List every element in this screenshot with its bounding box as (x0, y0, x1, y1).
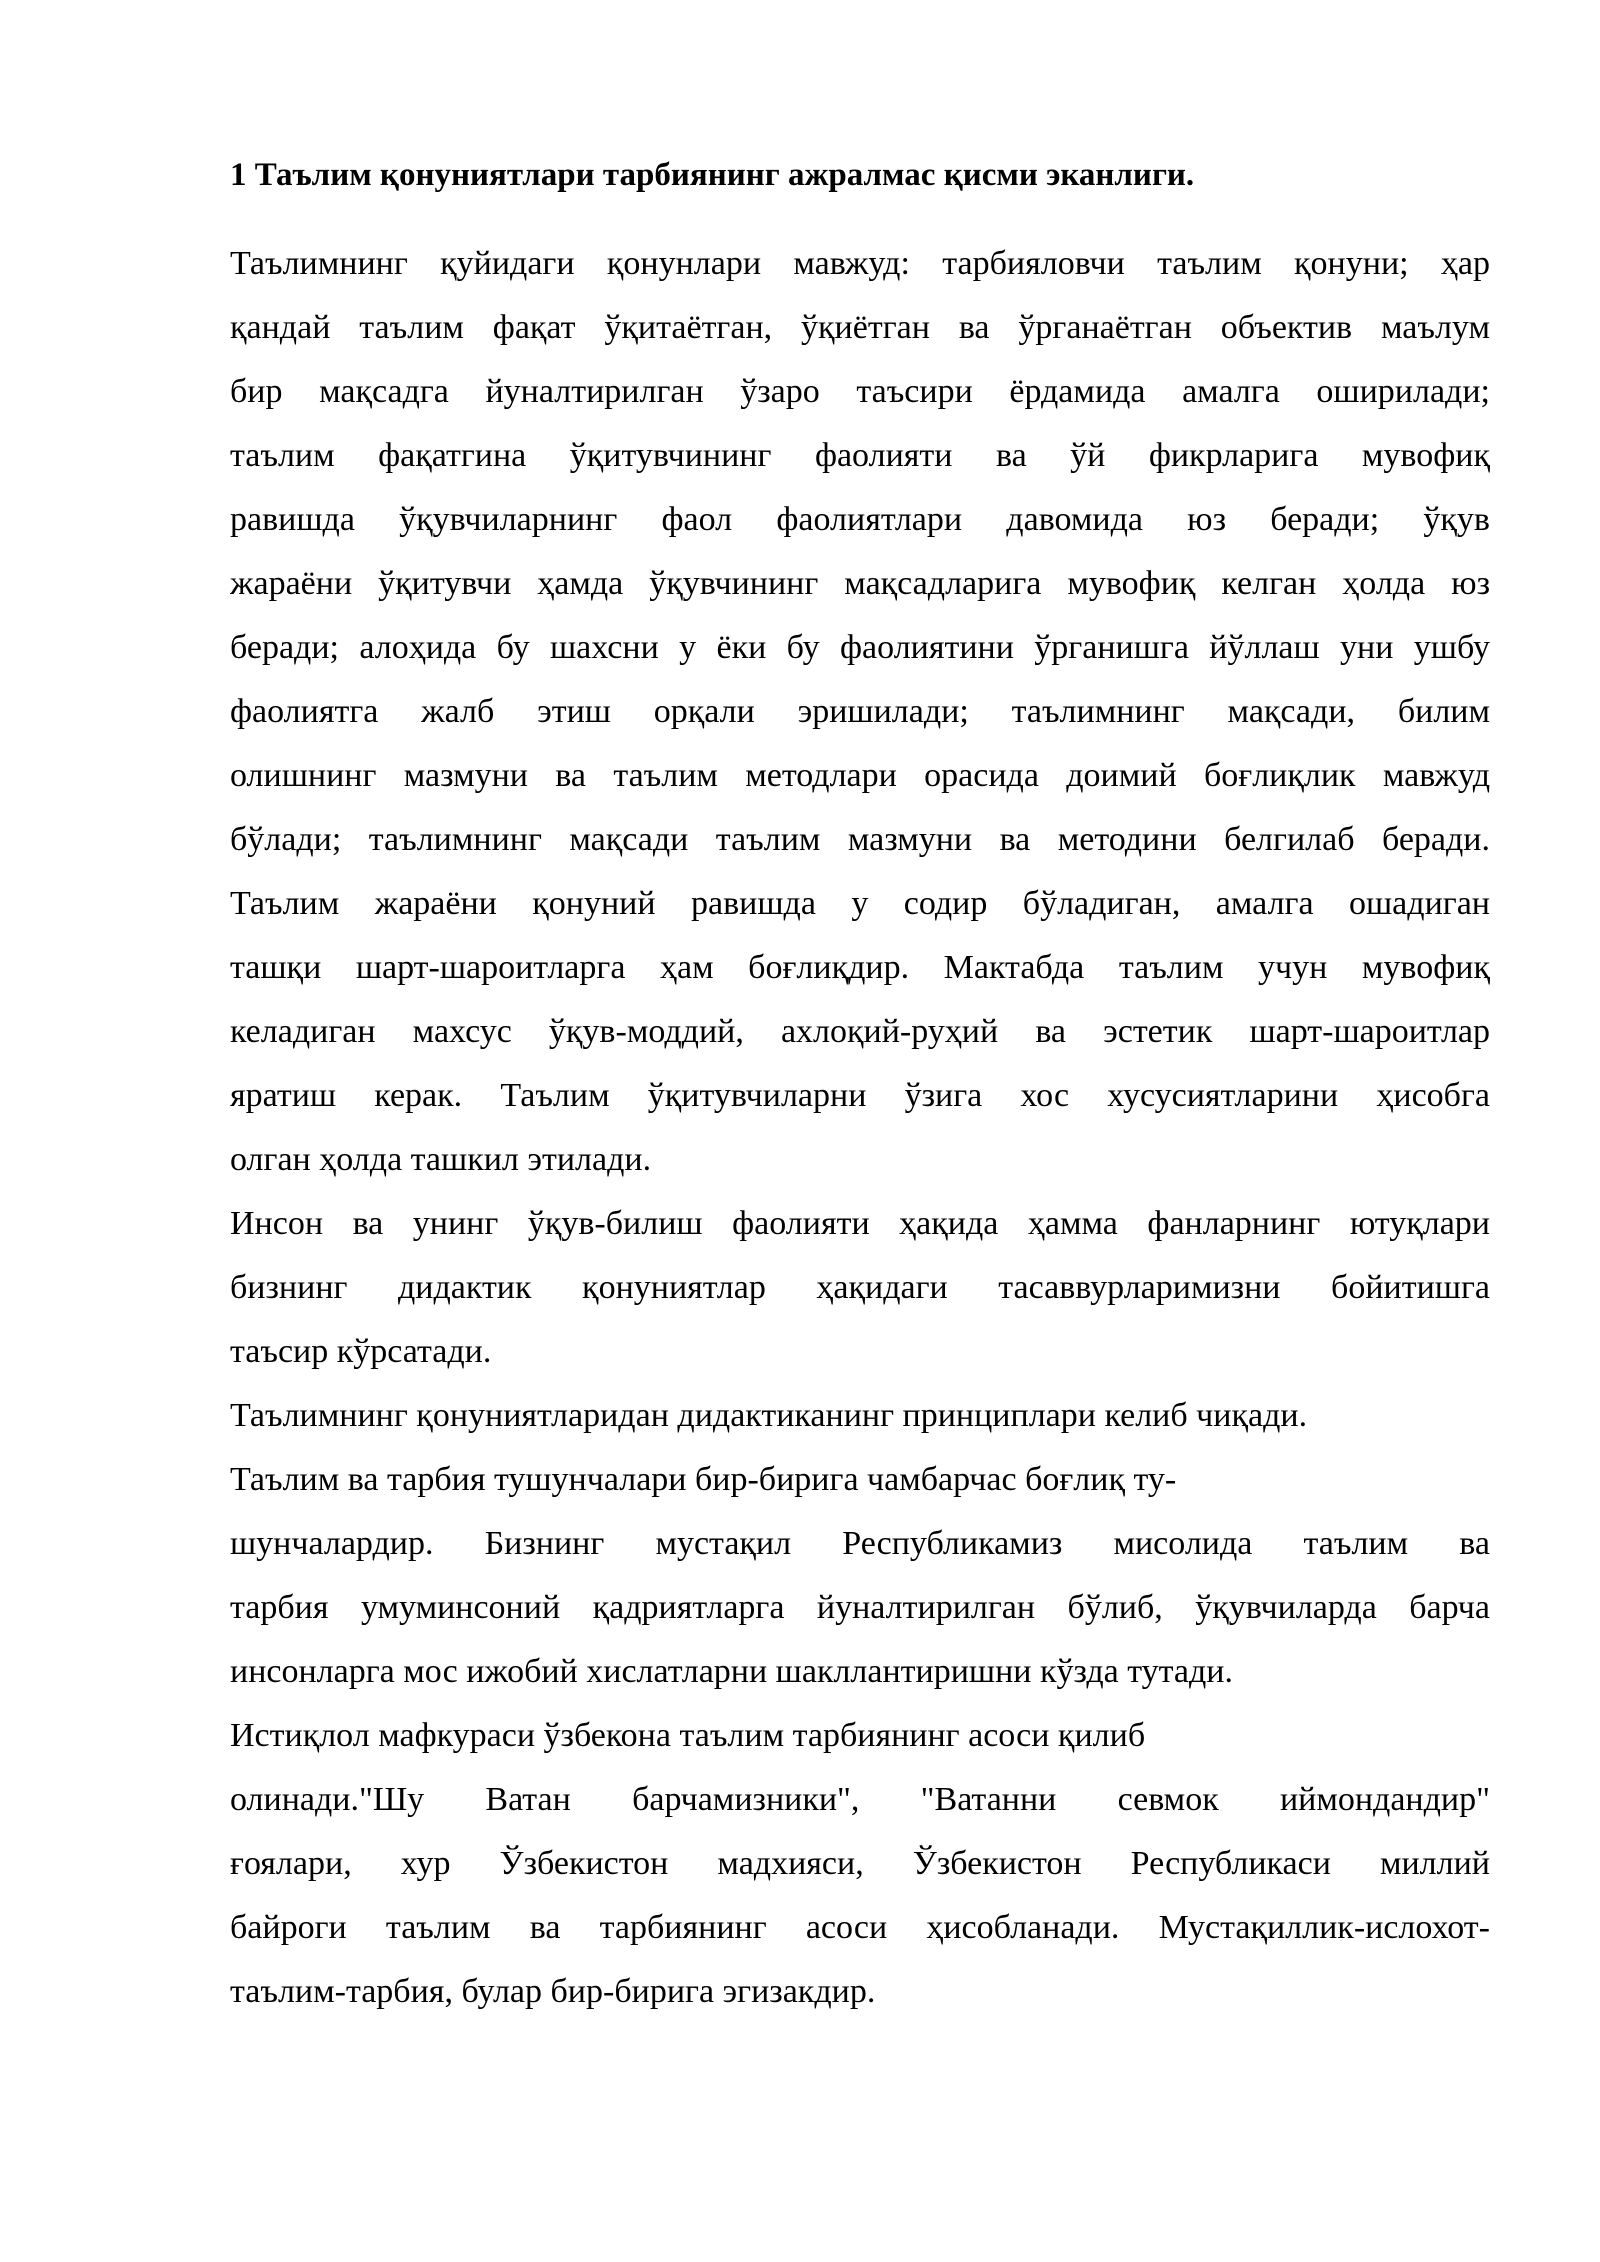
text-line: Таълим жараёни қонуний равишда у содир бўладиган, амалга ошадиган (230, 885, 1490, 922)
text-line: Таълим ва тарбия тушунчалари бир-бирига чамбарчас боғлиқ ту- (230, 1461, 1177, 1498)
text-line: тарбия умуминсоний қадриятларга йуналтирилган бўлиб, ўқувчиларда барча (230, 1589, 1490, 1626)
text-line: Таълимнинг қонуниятларидан дидактиканинг принциплари келиб чиқади. (230, 1397, 1308, 1434)
text-line: бўлади; таълимнинг мақсади таълим мазмуни ва методини белгилаб беради. (230, 821, 1490, 858)
text-line: жараёни ўқитувчи ҳамда ўқувчининг мақсадларига мувофиқ келган ҳолда юз (230, 565, 1490, 602)
text-line: инсонларга мос ижобий хислатларни шакллантиришни кўзда тутади. (230, 1653, 1233, 1690)
text-line: фаолиятга жалб этиш орқали эришилади; таълимнинг мақсади, билим (230, 693, 1490, 730)
text-line: таълим-тарбия, булар бир-бирига эгизакдир. (230, 1973, 876, 2010)
text-line: ғоялари, хур Ўзбекистон мадхияси, Ўзбекистон Республикаси миллий (230, 1845, 1490, 1882)
text-line: яратиш керак. Таълим ўқитувчиларни ўзига хос хусусиятларини ҳисобга (230, 1077, 1490, 1114)
text-line: бир мақсадга йуналтирилган ўзаро таъсири ёрдамида амалга оширилади; (230, 373, 1490, 410)
section-heading: 1 Таълим қонуниятлари тарбиянинг ажралмас қисми эканлиги. (230, 157, 1195, 193)
text-line: таълим фақатгина ўқитувчининг фаолияти ва ўй фикрларига мувофиқ (230, 437, 1490, 474)
text-line: олишнинг мазмуни ва таълим методлари орасида доимий боғлиқлик мавжуд (230, 757, 1490, 794)
text-line: Инсон ва унинг ўқув-билиш фаолияти ҳақида ҳамма фанларнинг ютуқлари (230, 1205, 1490, 1242)
text-line: олган ҳолда ташкил этилади. (230, 1141, 652, 1178)
text-line: шунчалардир. Бизнинг мустақил Республикамиз мисолида таълим ва (230, 1525, 1490, 1562)
text-line: Истиқлол мафкураси ўзбекона таълим тарбиянинг асоси қилиб (230, 1717, 1146, 1754)
text-line: байроги таълим ва тарбиянинг асоси ҳисобланади. Мустақиллик-ислохот- (230, 1909, 1490, 1946)
text-line: Таълимнинг қуйидаги қонунлари мавжуд: тарбияловчи таълим қонуни; ҳар (230, 245, 1490, 282)
text-line: олинади."Шу Ватан барчамизники", "Ватанни севмок иймондандир" (230, 1781, 1490, 1818)
text-line: ташқи шарт-шароитларга ҳам боғлиқдир. Мактабда таълим учун мувофиқ (230, 949, 1490, 986)
text-line: келадиган махсус ўқув-моддий, ахлоқий-руҳий ва эстетик шарт-шароитлар (230, 1013, 1490, 1050)
text-line: бизнинг дидактик қонуниятлар ҳақидаги тасаввурларимизни бойитишга (230, 1269, 1490, 1306)
text-line: қандай таълим фақат ўқитаётган, ўқиётган ва ўрганаётган объектив маълум (230, 309, 1490, 346)
text-line: таъсир кўрсатади. (230, 1333, 492, 1370)
text-line: беради; алоҳида бу шахсни у ёки бу фаолиятини ўрганишга йўллаш уни ушбу (230, 629, 1490, 666)
text-line: равишда ўқувчиларнинг фаол фаолиятлари давомида юз беради; ўқув (230, 501, 1490, 538)
